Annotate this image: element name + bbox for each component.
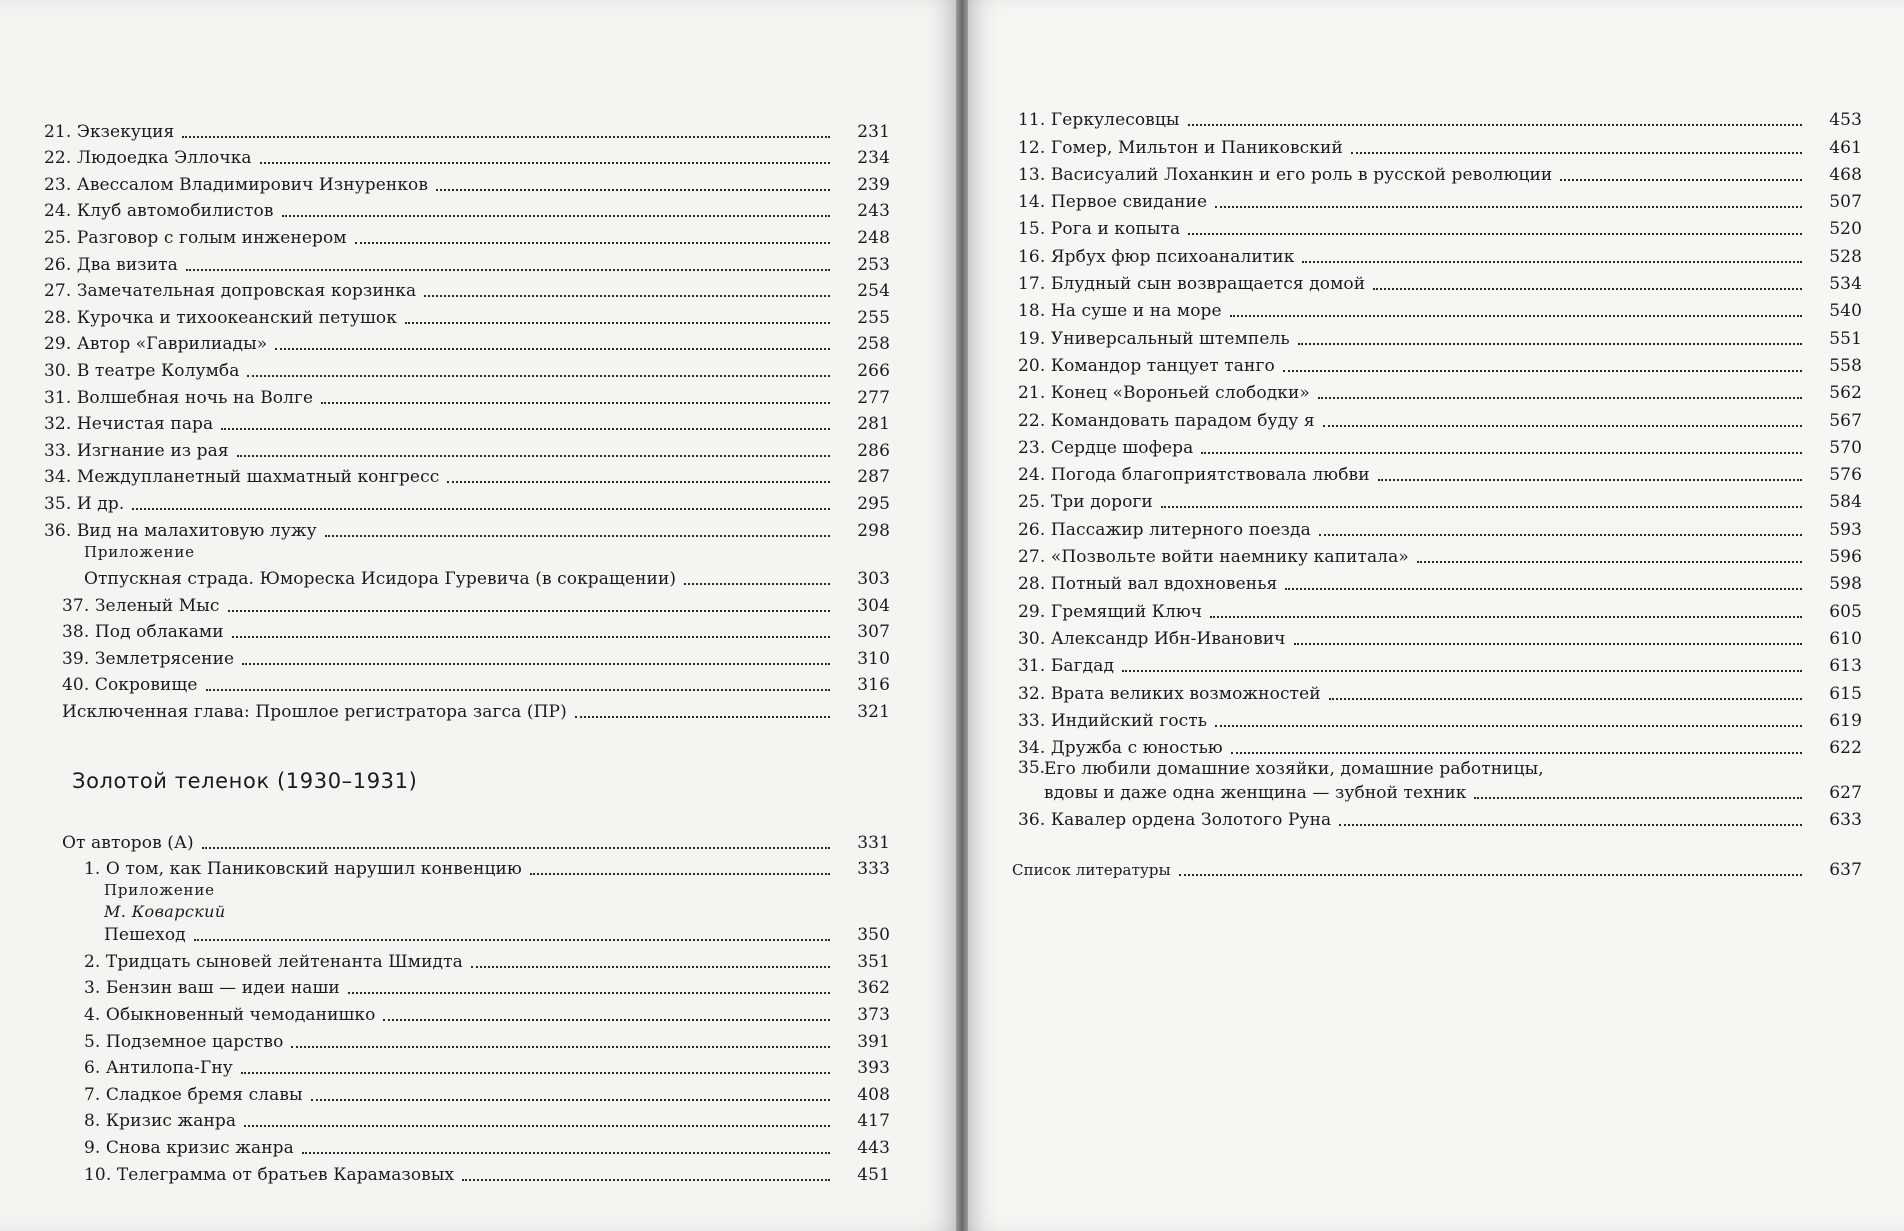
toc-entry[interactable]	[44, 1131, 890, 1158]
toc-entry-page: 613	[1829, 656, 1862, 677]
toc-entry-page: 362	[857, 978, 890, 999]
toc-entry-title: 13. Васисуалий Лоханкин и его роль в русской революции	[1018, 164, 1553, 185]
dot-leader	[206, 689, 831, 691]
toc-entry-title: 26. Два визита	[44, 254, 178, 275]
toc-entry-page: 253	[857, 254, 890, 275]
toc-entry-title: 15. Рога и копыта	[1018, 219, 1181, 240]
dot-leader	[1201, 452, 1802, 454]
toc-entry[interactable]	[44, 248, 890, 275]
toc-entry[interactable]	[44, 998, 890, 1025]
toc-entry-title: 34. Междупланетный шахматный конгресс	[44, 467, 440, 488]
toc-entry[interactable]	[1018, 622, 1862, 649]
toc-entry-title: 29. Автор «Гаврилиады»	[44, 334, 268, 355]
toc-entry[interactable]	[1018, 158, 1862, 185]
dot-leader	[228, 610, 830, 612]
dot-leader	[282, 215, 830, 217]
dot-leader	[275, 348, 830, 350]
left-toc-column	[44, 115, 890, 1185]
toc-entry-title: 37. Зеленый Мыс	[62, 595, 220, 616]
toc-entry-page: 304	[857, 595, 890, 616]
toc-entry-title: 18. На суше и на море	[1018, 301, 1222, 322]
dot-leader	[1215, 725, 1802, 727]
toc-entry-page: 333	[857, 859, 890, 880]
toc-entry-page: 562	[1829, 383, 1862, 404]
dot-leader	[291, 1046, 830, 1048]
toc-entry-title: 35. И др.	[44, 493, 125, 514]
toc-entry-title: 17. Блудный сын возвращается домой	[1018, 274, 1366, 295]
toc-entry-page: 307	[857, 622, 890, 643]
dot-leader	[355, 242, 830, 244]
toc-entry-page: 453	[1829, 110, 1862, 131]
toc-entry-page: 350	[857, 925, 890, 946]
toc-entry-title: 19. Универсальный штемпель	[1018, 328, 1290, 349]
toc-entry-page: 610	[1829, 628, 1862, 649]
toc-entry-title: 10. Телеграмма от братьев Карамазовых	[84, 1164, 455, 1185]
toc-entry-title: 16. Ярбух фюр психоаналитик	[1018, 246, 1295, 267]
appendix-label: Приложение	[84, 542, 195, 561]
toc-entry-title: 22. Командовать парадом буду я	[1018, 410, 1315, 431]
dot-leader	[530, 873, 830, 875]
toc-entry-page: 605	[1829, 601, 1862, 622]
toc-entry-page: 298	[857, 520, 890, 541]
toc-entry-title: 36. Кавалер ордена Золотого Руна	[1018, 810, 1332, 831]
toc-entry-title: 31. Волшебная ночь на Волге	[44, 387, 314, 408]
toc-entry-bibliography[interactable]	[1012, 852, 1862, 879]
toc-entry[interactable]	[44, 487, 890, 514]
dot-leader	[1474, 797, 1802, 799]
book-gutter	[956, 0, 968, 1231]
toc-entry-title: 23. Авессалом Владимирович Изнуренков	[44, 174, 429, 195]
toc-entry-title-line2: вдовы и даже одна женщина — зубной техник	[1044, 783, 1467, 804]
toc-entry-title: 28. Потный вал вдохновенья	[1018, 574, 1278, 595]
toc-entry-page: 633	[1829, 810, 1862, 831]
toc-entry-title: 1. О том, как Паниковский нарушил конвенцию	[84, 859, 522, 880]
dot-leader	[202, 847, 830, 849]
toc-entry-title: 24. Клуб автомобилистов	[44, 201, 274, 222]
dot-leader	[424, 295, 830, 297]
toc-entry[interactable]	[44, 972, 890, 999]
toc-entry[interactable]	[44, 945, 890, 972]
toc-entry-chapter-35[interactable]	[1018, 758, 1862, 803]
toc-entry[interactable]	[1018, 403, 1862, 430]
dot-leader	[194, 939, 830, 941]
toc-entry-number: 35.	[1018, 758, 1046, 779]
dot-leader	[1283, 370, 1802, 372]
toc-entry-title: 6. Антилопа-Гну	[84, 1058, 233, 1079]
toc-entry[interactable]	[1018, 239, 1862, 266]
dot-leader	[1298, 343, 1802, 345]
toc-entry[interactable]	[44, 1052, 890, 1079]
toc-entry-from-authors[interactable]	[44, 826, 890, 853]
toc-entry-page: 248	[857, 227, 890, 248]
toc-entry-chapter-1[interactable]	[44, 853, 890, 880]
toc-entry-title: Список литературы	[1012, 860, 1171, 879]
toc-entry-page: 243	[857, 201, 890, 222]
toc-entry[interactable]	[44, 589, 890, 616]
toc-entry-page: 234	[857, 148, 890, 169]
toc-entry-title: От авторов (А)	[62, 832, 194, 853]
dot-leader	[242, 663, 830, 665]
toc-entry-title: 30. Александр Ибн-Иванович	[1018, 628, 1286, 649]
dot-leader	[1302, 261, 1802, 263]
toc-entry-page: 373	[857, 1005, 890, 1026]
toc-entry[interactable]	[1018, 431, 1862, 458]
toc-entry-chapter-36[interactable]	[1018, 803, 1862, 830]
toc-entry-page: 540	[1829, 301, 1862, 322]
toc-entry-title: 7. Сладкое бремя славы	[84, 1084, 303, 1105]
toc-entry-page: 254	[857, 281, 890, 302]
section-title: Золотой теленок (1930–1931)	[72, 769, 418, 794]
toc-entry[interactable]	[44, 461, 890, 488]
toc-entry-page: 451	[857, 1164, 890, 1185]
dot-leader	[244, 1125, 830, 1127]
toc-entry-page: 417	[857, 1111, 890, 1132]
dot-leader	[1215, 206, 1802, 208]
toc-entry-page: 468	[1829, 164, 1862, 185]
toc-entry[interactable]	[1018, 540, 1862, 567]
toc-entry-page: 310	[857, 648, 890, 669]
toc-entry-page: 286	[857, 440, 890, 461]
toc-entry-title: 26. Пассажир литерного поезда	[1018, 519, 1311, 540]
toc-entry-title: Пешеход	[104, 925, 186, 946]
dot-leader	[232, 636, 830, 638]
toc-entry-title: 21. Экзекуция	[44, 121, 175, 142]
toc-entry-page: 627	[1829, 783, 1862, 804]
toc-entry[interactable]	[44, 669, 890, 696]
dot-leader	[311, 1099, 830, 1101]
toc-entry[interactable]	[44, 275, 890, 302]
toc-entry[interactable]	[44, 354, 890, 381]
toc-entry[interactable]	[44, 408, 890, 435]
toc-entry[interactable]	[44, 195, 890, 222]
toc-entry-page: 231	[857, 121, 890, 142]
toc-list-chapters-37-40	[44, 589, 890, 695]
toc-entry-title: 38. Под облаками	[62, 622, 224, 643]
dot-leader	[684, 583, 830, 585]
toc-entry[interactable]	[44, 168, 890, 195]
toc-entry-page: 351	[857, 951, 890, 972]
toc-list-chapters-11-34	[1018, 103, 1862, 758]
dot-leader	[383, 1019, 830, 1021]
toc-entry-appendix[interactable]	[44, 563, 890, 590]
toc-entry-page: 281	[857, 414, 890, 435]
toc-list-chapters-2-10	[44, 945, 890, 1184]
toc-entry[interactable]	[1018, 594, 1862, 621]
toc-entry-page: 255	[857, 307, 890, 328]
dot-leader	[1188, 124, 1802, 126]
toc-entry-page: 295	[857, 493, 890, 514]
dot-leader	[325, 535, 830, 537]
dot-leader	[1378, 479, 1802, 481]
toc-entry-page: 443	[857, 1138, 890, 1158]
right-toc-column	[1012, 103, 1862, 880]
dot-leader	[1329, 698, 1802, 700]
toc-entry-page: 316	[857, 675, 890, 696]
dot-leader	[1319, 534, 1802, 536]
toc-entry-page: 593	[1829, 519, 1862, 540]
toc-entry-page: 567	[1829, 410, 1862, 431]
toc-entry[interactable]	[44, 301, 890, 328]
dot-leader	[1323, 425, 1802, 427]
toc-entry[interactable]	[44, 1105, 890, 1132]
dot-leader	[1417, 561, 1802, 563]
toc-entry-title: 32. Нечистая пара	[44, 414, 214, 435]
toc-entry-title: 32. Врата великих возможностей	[1018, 683, 1321, 704]
toc-entry[interactable]	[44, 1078, 890, 1105]
toc-entry[interactable]	[1018, 294, 1862, 321]
toc-entry-title: 30. В театре Колумба	[44, 360, 240, 381]
toc-entry-title: 28. Курочка и тихоокеанский петушок	[44, 307, 397, 328]
toc-entry-title: 21. Конец «Вороньей слободки»	[1018, 383, 1310, 404]
dot-leader	[1560, 179, 1802, 181]
dot-leader	[447, 481, 830, 483]
dot-leader	[1210, 616, 1802, 618]
toc-entry-title: 14. Первое свидание	[1018, 192, 1208, 213]
toc-entry[interactable]	[1018, 349, 1862, 376]
toc-entry-title: 12. Гомер, Мильтон и Паниковский	[1018, 137, 1343, 158]
dot-leader	[1188, 233, 1802, 235]
dot-leader	[1179, 874, 1802, 876]
toc-entry[interactable]	[44, 115, 890, 142]
toc-entry-page: 277	[857, 387, 890, 408]
toc-entry[interactable]	[1018, 185, 1862, 212]
toc-entry-title: 4. Обыкновенный чемоданишко	[84, 1005, 376, 1026]
toc-entry[interactable]	[1018, 649, 1862, 676]
toc-entry[interactable]	[1018, 321, 1862, 348]
toc-entry-page: 528	[1829, 246, 1862, 267]
dot-leader	[348, 992, 830, 994]
toc-entry[interactable]	[1018, 512, 1862, 539]
toc-entry-title: 11. Геркулесовцы	[1018, 110, 1180, 131]
dot-leader	[221, 428, 830, 430]
toc-entry[interactable]	[44, 642, 890, 669]
toc-entry-page: 534	[1829, 274, 1862, 295]
dot-leader	[1318, 397, 1802, 399]
dot-leader	[1285, 588, 1802, 590]
toc-entry-title: 9. Снова кризис жанра	[84, 1138, 294, 1158]
toc-entry-page: 239	[857, 174, 890, 195]
toc-entry[interactable]	[1018, 458, 1862, 485]
toc-entry-page: 622	[1829, 738, 1862, 759]
toc-entry-page: 619	[1829, 710, 1862, 731]
toc-entry-page: 596	[1829, 547, 1862, 568]
toc-entry-title: 39. Землетрясение	[62, 648, 235, 669]
toc-entry-page: 258	[857, 334, 890, 355]
dot-leader	[471, 966, 830, 968]
toc-entry-title: 33. Изгнание из рая	[44, 440, 229, 461]
toc-entry-title: 20. Командор танцует танго	[1018, 355, 1275, 376]
toc-entry-title: 31. Багдад	[1018, 656, 1115, 677]
toc-entry-title: 25. Три дороги	[1018, 492, 1153, 513]
dot-leader	[462, 1179, 830, 1181]
dot-leader	[302, 1152, 830, 1154]
dot-leader	[575, 716, 830, 718]
toc-entry-title: 24. Погода благоприятствовала любви	[1018, 465, 1370, 486]
toc-entry-title: Исключенная глава: Прошлое регистратора загса (ПР)	[62, 702, 567, 723]
toc-entry[interactable]	[44, 1158, 890, 1185]
dot-leader	[241, 1072, 830, 1074]
toc-entry-title: 36. Вид на малахитовую лужу	[44, 520, 317, 541]
toc-entry-title: 27. «Позвольте войти наемнику капитала»	[1018, 547, 1409, 568]
toc-entry-page: 303	[857, 569, 890, 590]
toc-entry[interactable]	[1018, 130, 1862, 157]
toc-entry-title-line1: Его любили домашние хозяйки, домашние работницы,	[1044, 759, 1544, 780]
toc-entry-page: 570	[1829, 437, 1862, 458]
toc-entry-page: 558	[1829, 355, 1862, 376]
toc-entry-title: Отпускная страда. Юмореска Исидора Гуревича (в сокращении)	[84, 569, 677, 590]
toc-entry[interactable]	[1018, 731, 1862, 758]
dot-leader	[247, 375, 830, 377]
toc-entry-page: 331	[857, 832, 890, 853]
toc-entry[interactable]	[1018, 267, 1862, 294]
toc-entry-title: 3. Бензин ваш — идеи наши	[84, 978, 340, 999]
toc-entry-title: 23. Сердце шофера	[1018, 437, 1194, 458]
dot-leader	[132, 508, 830, 510]
dot-leader	[1373, 288, 1802, 290]
toc-entry-page: 321	[857, 702, 890, 723]
toc-entry-title: 8. Кризис жанра	[84, 1111, 237, 1132]
dot-leader	[237, 455, 830, 457]
toc-entry-page: 408	[857, 1084, 890, 1105]
toc-entry[interactable]	[1018, 567, 1862, 594]
toc-entry[interactable]	[1018, 676, 1862, 703]
toc-entry-title: 25. Разговор с голым инженером	[44, 227, 347, 248]
toc-entry-page: 598	[1829, 574, 1862, 595]
toc-entry-title: 33. Индийский гость	[1018, 710, 1208, 731]
toc-entry-page: 391	[857, 1031, 890, 1052]
dot-leader	[1230, 315, 1802, 317]
toc-entry-title: 29. Гремящий Ключ	[1018, 601, 1203, 622]
toc-entry-page: 520	[1829, 219, 1862, 240]
dot-leader	[1122, 670, 1802, 672]
dot-leader	[436, 189, 830, 191]
toc-entry[interactable]	[1018, 704, 1862, 731]
toc-entry[interactable]	[44, 1025, 890, 1052]
toc-entry[interactable]	[44, 434, 890, 461]
toc-entry-page: 507	[1829, 192, 1862, 213]
appendix-author: М. Коварский	[104, 902, 226, 922]
toc-entry-appendix-pedestrian[interactable]	[44, 923, 890, 945]
toc-entry-page: 393	[857, 1058, 890, 1079]
toc-entry-title: 40. Сокровище	[62, 675, 198, 696]
toc-entry[interactable]	[44, 328, 890, 355]
toc-entry[interactable]	[1018, 485, 1862, 512]
toc-entry[interactable]	[44, 616, 890, 643]
toc-entry-page: 461	[1829, 137, 1862, 158]
toc-entry-title: 27. Замечательная допровская корзинка	[44, 281, 417, 302]
dot-leader	[405, 322, 830, 324]
toc-entry-excluded-chapter[interactable]	[44, 695, 890, 722]
toc-entry-page: 266	[857, 360, 890, 381]
toc-entry-page: 287	[857, 467, 890, 488]
toc-entry-page: 637	[1829, 859, 1862, 880]
toc-entry[interactable]	[1018, 212, 1862, 239]
toc-entry[interactable]	[1018, 103, 1862, 130]
toc-entry[interactable]	[44, 381, 890, 408]
dot-leader	[1161, 506, 1802, 508]
toc-entry[interactable]	[1018, 376, 1862, 403]
toc-entry[interactable]	[44, 142, 890, 169]
dot-leader	[182, 136, 830, 138]
toc-entry-page: 576	[1829, 465, 1862, 486]
toc-entry-title: 22. Людоедка Эллочка	[44, 148, 252, 169]
toc-list-chapters-21-36	[44, 115, 890, 541]
dot-leader	[260, 162, 830, 164]
toc-entry[interactable]	[44, 514, 890, 541]
dot-leader	[1231, 752, 1802, 754]
toc-entry-page: 551	[1829, 328, 1862, 349]
dot-leader	[1339, 824, 1802, 826]
dot-leader	[1294, 643, 1802, 645]
toc-entry[interactable]	[44, 221, 890, 248]
dot-leader	[1351, 152, 1802, 154]
toc-entry-page: 615	[1829, 683, 1862, 704]
toc-entry-page: 584	[1829, 492, 1862, 513]
toc-entry-title: 5. Подземное царство	[84, 1031, 284, 1052]
dot-leader	[186, 269, 830, 271]
toc-entry-title: 34. Дружба с юностью	[1018, 738, 1223, 759]
appendix-label: Приложение	[104, 881, 215, 900]
toc-entry-title: 2. Тридцать сыновей лейтенанта Шмидта	[84, 951, 463, 972]
dot-leader	[321, 402, 830, 404]
